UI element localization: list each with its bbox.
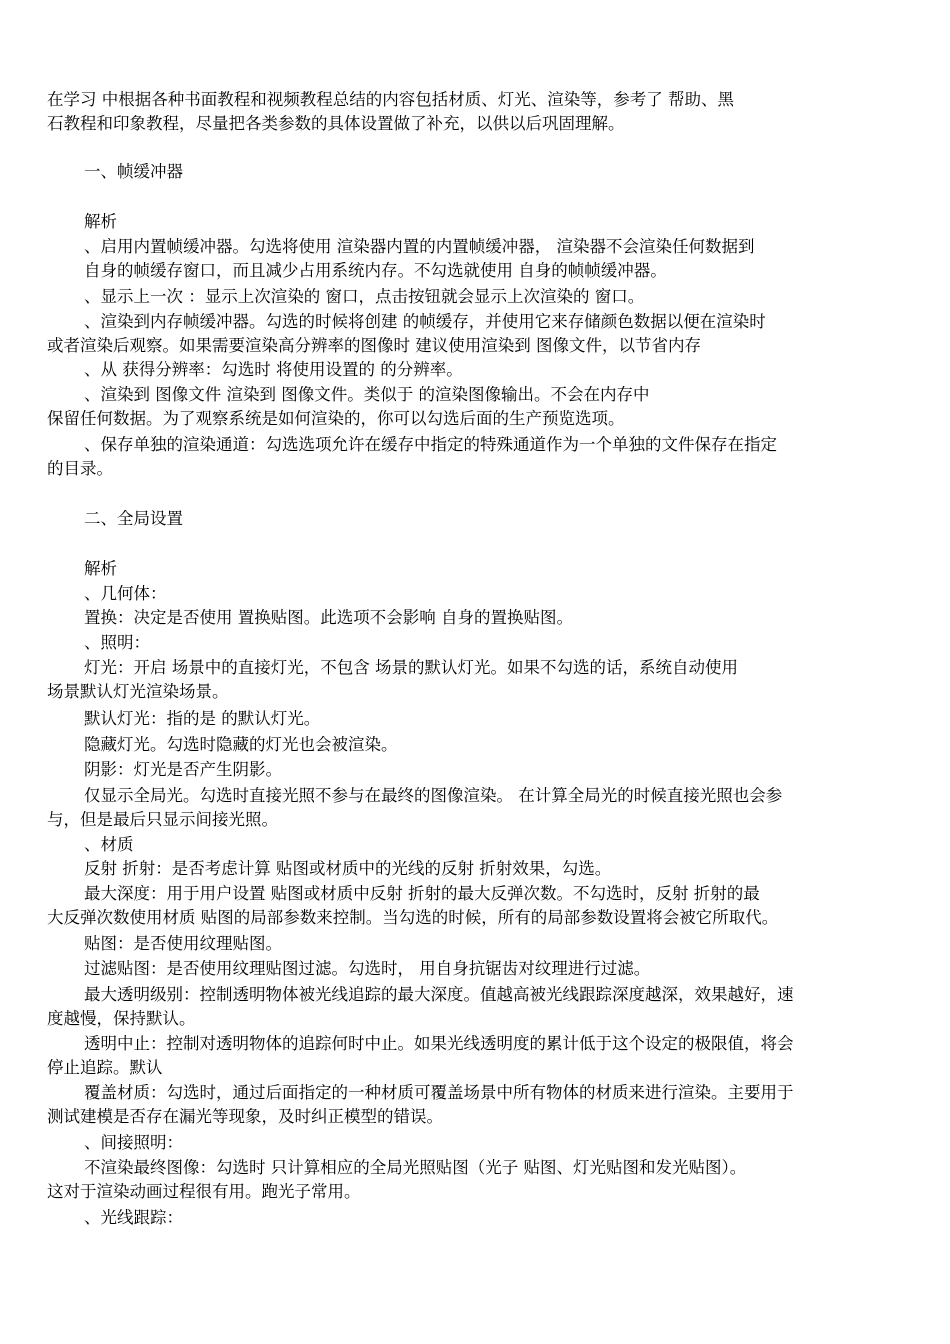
intro-line-2: 石教程和印象教程，尽量把各类参数的具体设置做了补充，以供以后巩固理解。 — [47, 114, 625, 133]
paragraph-line: 、渲染到内存帧缓冲器。勾选的时候将创建 的帧缓存，并使用它来存储颜色数据以便在渲染时 — [84, 312, 766, 331]
paragraph-line: 或者渲染后观察。如果需要渲染高分辨率的图像时 建议使用渲染到 图像文件，以节省内存 — [47, 336, 701, 355]
paragraph-line: 保留任何数据。为了观察系统是如何渲染的，你可以勾选后面的生产预览选项。 — [47, 409, 625, 428]
paragraph-line: 、从 获得分辨率：勾选时 将使用设置的 的分辨率。 — [84, 360, 463, 379]
paragraph-line: 、显示上一次 ：显示上次渲染的 窗口，点击按钮就会显示上次渲染的 窗口。 — [84, 287, 645, 306]
paragraph-line: 场景默认灯光渲染场景。 — [47, 682, 229, 701]
paragraph-line: 、间接照明： — [84, 1133, 183, 1152]
paragraph-line: 测试建模是否存在漏光等现象，及时纠正模型的错误。 — [47, 1107, 443, 1126]
paragraph-line: 度越慢，保持默认。 — [47, 1009, 196, 1028]
paragraph-line: 默认灯光：指的是 的默认灯光。 — [84, 709, 321, 728]
paragraph-line: 置换：决定是否使用 置换贴图。此选项不会影响 自身的置换贴图。 — [84, 608, 573, 627]
paragraph-line: 自身的帧缓存窗口，而且减少占用系统内存。不勾选就使用 自身的帧帧缓冲器。 — [84, 261, 667, 280]
paragraph-line: 大反弹次数使用材质 贴图的局部参数来控制。当勾选的时候，所有的局部参数设置将会被它所取代。 — [47, 908, 779, 927]
paragraph-line: 这对于渲染动画过程很有用。跑光子常用。 — [47, 1182, 361, 1201]
subheading-analysis: 解析 — [84, 559, 117, 578]
paragraph-line: 、照明： — [84, 633, 150, 652]
paragraph-line: 仅显示全局光。勾选时直接光照不参与在最终的图像渲染。 在计算全局光的时候直接光照也会参 — [84, 786, 783, 805]
paragraph-line: 过滤贴图：是否使用纹理贴图过滤。勾选时， 用自身抗锯齿对纹理进行过滤。 — [84, 959, 651, 978]
paragraph-line: 、材质 — [84, 835, 134, 854]
paragraph-line: 、几何体： — [84, 584, 167, 603]
intro-line-1: 在学习 中根据各种书面教程和视频教程总结的内容包括材质、灯光、渲染等，参考了 帮助、黑 — [47, 90, 734, 109]
paragraph-line: 隐藏灯光。勾选时隐藏的灯光也会被渲染。 — [84, 735, 398, 754]
paragraph-line: 最大深度：用于用户设置 贴图或材质中反射 折射的最大反弹次数。不勾选时，反射 折射的最 — [84, 884, 760, 903]
paragraph-line: 、保存单独的渲染通道：勾选选项允许在缓存中指定的特殊通道作为一个单独的文件保存在指定 — [84, 435, 777, 454]
paragraph-line: 灯光：开启 场景中的直接灯光，不包含 场景的默认灯光。如果不勾选的话，系统自动使用 — [84, 658, 738, 677]
paragraph-line: 、启用内置帧缓冲器。勾选将使用 渲染器内置的内置帧缓冲器， 渲染器不会渲染任何数据到 — [84, 237, 755, 256]
paragraph-line: 阴影：灯光是否产生阴影。 — [84, 760, 282, 779]
paragraph-line: 与，但是最后只显示间接光照。 — [47, 810, 278, 829]
section-heading-global-settings: 二、全局设置 — [84, 509, 183, 528]
paragraph-line: 透明中止：控制对透明物体的追踪何时中止。如果光线透明度的累计低于这个设定的极限值，将会 — [84, 1034, 794, 1053]
paragraph-line: 、渲染到 图像文件 渲染到 图像文件。类似于 的渲染图像输出。不会在内存中 — [84, 385, 650, 404]
paragraph-line: 贴图：是否使用纹理贴图。 — [84, 934, 282, 953]
paragraph-line: 的目录。 — [47, 459, 113, 478]
paragraph-line: 、光线跟踪： — [84, 1208, 183, 1227]
subheading-analysis: 解析 — [84, 212, 117, 231]
paragraph-line: 反射 折射：是否考虑计算 贴图或材质中的光线的反射 折射效果，勾选。 — [84, 859, 612, 878]
paragraph-line: 覆盖材质：勾选时，通过后面指定的一种材质可覆盖场景中所有物体的材质来进行渲染。主要用于 — [84, 1083, 794, 1102]
paragraph-line: 停止追踪。默认 — [47, 1058, 163, 1077]
section-heading-framebuffer: 一、帧缓冲器 — [84, 162, 183, 181]
paragraph-line: 最大透明级别：控制透明物体被光线追踪的最大深度。值越高被光线跟踪深度越深，效果越好，速 — [84, 985, 794, 1004]
paragraph-line: 不渲染最终图像：勾选时 只计算相应的全局光照贴图（光子 贴图、灯光贴图和发光贴图）。 — [84, 1158, 747, 1177]
